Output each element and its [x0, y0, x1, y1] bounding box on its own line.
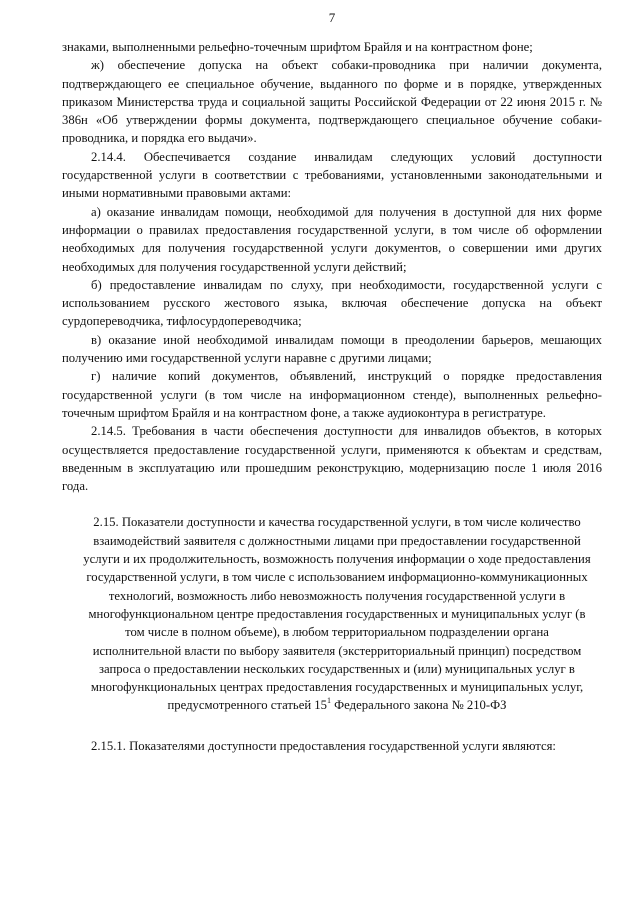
- document-body: [62, 38, 602, 755]
- paragraph-continuation: знаками, выполненными рельефно-точечным шрифтом Брайля и на контрастном фоне;: [62, 40, 533, 54]
- paragraph-2-14-4: 2.14.4. Обеспечивается создание инвалидам следующих условий доступности государственной услуги в соответствии с требованиями, установленными законодательными и иными нормативными правовыми актами:: [62, 149, 602, 201]
- paragraph-2-15-1: 2.15.1. Показателями доступности предоставления государственной услуги являются:: [91, 738, 556, 753]
- article-superscript: 1: [326, 695, 331, 705]
- section-heading-2-15: [62, 513, 602, 714]
- paragraph-item-zh: ж) обеспечение допуска на объект собаки-проводника при наличии документа, подтверждающего ее специальное обучение, выданного по форме и в порядке, утвержденных приказом Министерства труда и социальной защиты Российской Федерации от 22 июня 2015 г. № 386н «Об утверждении формы документа, подтверждающего специальное обучение собаки-проводника, и порядка его выдачи».: [62, 58, 602, 146]
- paragraph-item-a: а) оказание инвалидам помощи, необходимой для получения в доступной для них форме информации о правилах предоставления государственной услуги, в том числе об оформлении необходимых для получения государственной услуги документов, о совершении ими других необходимых для получения государственной услуги действий;: [62, 204, 602, 274]
- paragraph-item-b: б) предоставление инвалидам по слуху, при необходимости, государственной услуги с использованием русского жестового языка, включая обеспечение допуска на объект сурдопереводчика, тифлосурдопереводчика;: [62, 277, 602, 329]
- section-heading-tail: Федерального закона № 210-ФЗ: [330, 698, 507, 713]
- paragraph-item-g: г) наличие копий документов, объявлений, инструкций о порядке предоставления государственной услуги (в том числе на информационном стенде), выполненных рельефно-точечным шрифтом Брайля и на контрастном фоне, а также аудиоконтура в регистратуре.: [62, 369, 602, 420]
- paragraph-item-v: в) оказание иной необходимой инвалидам помощи в преодолении барьеров, мешающих получению ими государственной услуги наравне с другими лицами;: [62, 332, 602, 366]
- section-heading-text: 2.15. Показатели доступности и качества государственной услуги, в том числе количество взаимодействий заявителя с должностными лицами при предоставлении государственной услуги и их продолжительность, возможность получения информации о ходе предоставления государственной услуги, в том числе с использованием информационно-коммуникационных технологий, возможность либо невозможность получения государственной услуги в многофункциональном центре предоставления государственных и муниципальных услуг (в том числе в полном объеме), в любом территориальном подразделении органа исполнительной власти по выбору заявителя (экстерриториальный принцип) посредством запроса о предоставлении нескольких государственных и (или) муниципальных услуг в многофункциональных центрах предоставления государственных и муниципальных услуг, предусмотренного статьей 15: [83, 515, 591, 713]
- paragraph-2-14-5: 2.14.5. Требования в части обеспечения доступности для инвалидов объектов, в которых осуществляется предоставление государственной услуги, применяются к объектам и средствам, введенным в эксплуатацию или прошедшим реконструкцию, модернизацию после 1 июля 2016 года.: [62, 424, 602, 494]
- page-number: 7: [328, 10, 336, 25]
